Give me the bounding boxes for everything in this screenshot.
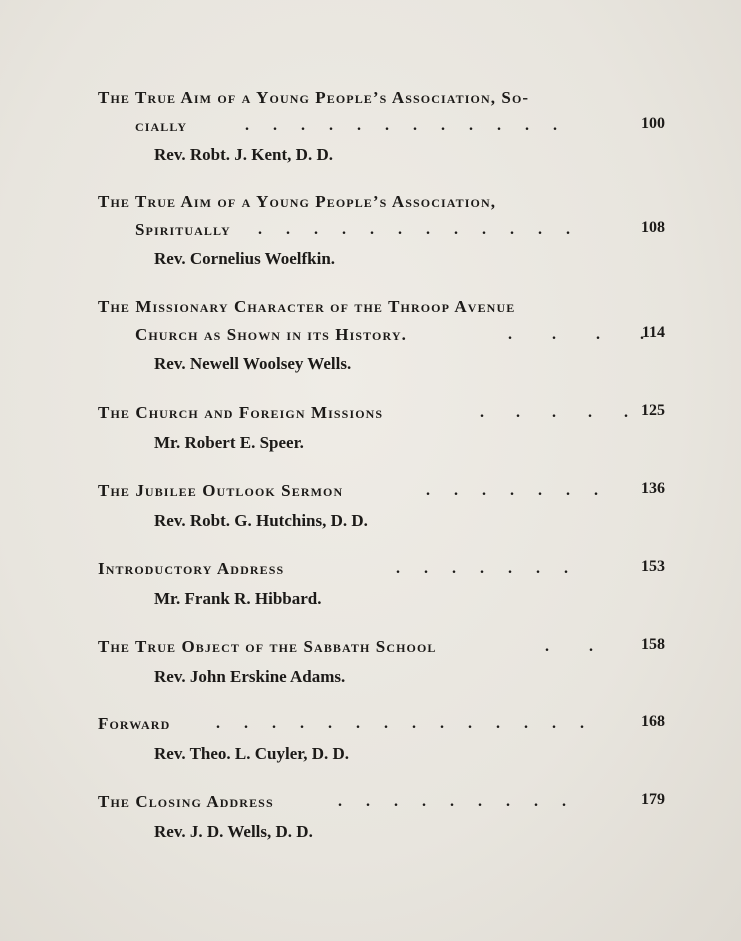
toc-entry <box>98 636 665 686</box>
dot-leader: . . <box>545 638 593 655</box>
dot-leader: . . . . . . . . . . . . <box>258 221 570 238</box>
toc-entry-author: Rev. Cornelius Woelfkin. <box>154 249 336 268</box>
toc-title-line <box>98 88 665 116</box>
toc-title-line <box>98 481 665 509</box>
toc-entry-author: Rev. John Erskine Adams. <box>154 667 346 686</box>
toc-entry-title: The Jubilee Outlook Sermon <box>98 481 344 500</box>
dot-leader: . . . . . <box>480 404 628 421</box>
dot-leader: . . . . . . . . . . . . . . <box>216 715 584 732</box>
dot-leader: . . . . . . . <box>426 482 598 499</box>
toc-entry-author: Rev. Robt. J. Kent, D. D. <box>154 145 333 164</box>
toc-entry <box>98 402 665 452</box>
toc-entry <box>98 88 665 164</box>
toc-entry <box>98 297 665 373</box>
toc-entry-title: The Missionary Character of the Throop Avenue <box>98 297 516 316</box>
toc-page-number: 168 <box>641 713 665 730</box>
toc-entry-title: Forward <box>98 714 171 733</box>
toc-entry-author: Rev. Robt. G. Hutchins, D. D. <box>154 511 368 530</box>
toc-entry-author: Mr. Robert E. Speer. <box>154 433 304 452</box>
toc-entry-author: Rev. Theo. L. Cuyler, D. D. <box>154 744 350 763</box>
toc-entry-title-continued: cially <box>135 116 188 135</box>
toc-title-line <box>98 637 665 665</box>
toc-page-number: 108 <box>641 219 665 236</box>
toc-title-line <box>98 403 665 431</box>
toc-entry-author: Rev. Newell Woolsey Wells. <box>154 354 352 373</box>
toc-entry-title-continued: Spiritually <box>135 220 231 239</box>
toc-entry-title-continued: Church as Shown in its History. <box>135 325 407 344</box>
toc-entry <box>98 480 665 530</box>
toc-page-number: 158 <box>641 636 665 653</box>
toc-entry-title: The True Aim of a Young People’s Association, So- <box>98 88 530 107</box>
toc-entry-title: The Church and Foreign Missions <box>98 403 384 422</box>
toc-entry-title: The Closing Address <box>98 792 274 811</box>
toc-title-line <box>98 714 665 742</box>
toc-page-number: 114 <box>641 324 665 341</box>
toc-title-line <box>98 792 665 820</box>
dot-leader: . . . . <box>508 326 644 343</box>
toc-title-line <box>98 220 665 248</box>
toc-entry-author: Mr. Frank R. Hibbard. <box>154 589 322 608</box>
dot-leader: . . . . . . . <box>396 560 568 577</box>
toc-entry-title: The True Aim of a Young People’s Association, <box>98 192 497 211</box>
toc-entry <box>98 558 665 608</box>
toc-title-line <box>98 325 665 353</box>
toc-page-number: 153 <box>641 558 665 575</box>
toc-entry <box>98 713 665 763</box>
toc-entry <box>98 192 665 268</box>
toc-entry-author: Rev. J. D. Wells, D. D. <box>154 822 313 841</box>
dot-leader: . . . . . . . . . <box>338 793 566 810</box>
dot-leader: . . . . . . . . . . . . <box>245 117 557 134</box>
toc-page-number: 100 <box>641 115 665 132</box>
toc-title-line <box>98 559 665 587</box>
toc-entry-title: Introductory Address <box>98 559 285 578</box>
toc-page-number: 179 <box>641 791 665 808</box>
toc-title-line <box>98 116 665 144</box>
toc-page-number: 125 <box>641 402 665 419</box>
toc-entry <box>98 791 665 841</box>
toc-page-number: 136 <box>641 480 665 497</box>
toc-title-line <box>98 192 665 220</box>
toc-entry-title: The True Object of the Sabbath School <box>98 637 437 656</box>
toc-title-line <box>98 297 665 325</box>
